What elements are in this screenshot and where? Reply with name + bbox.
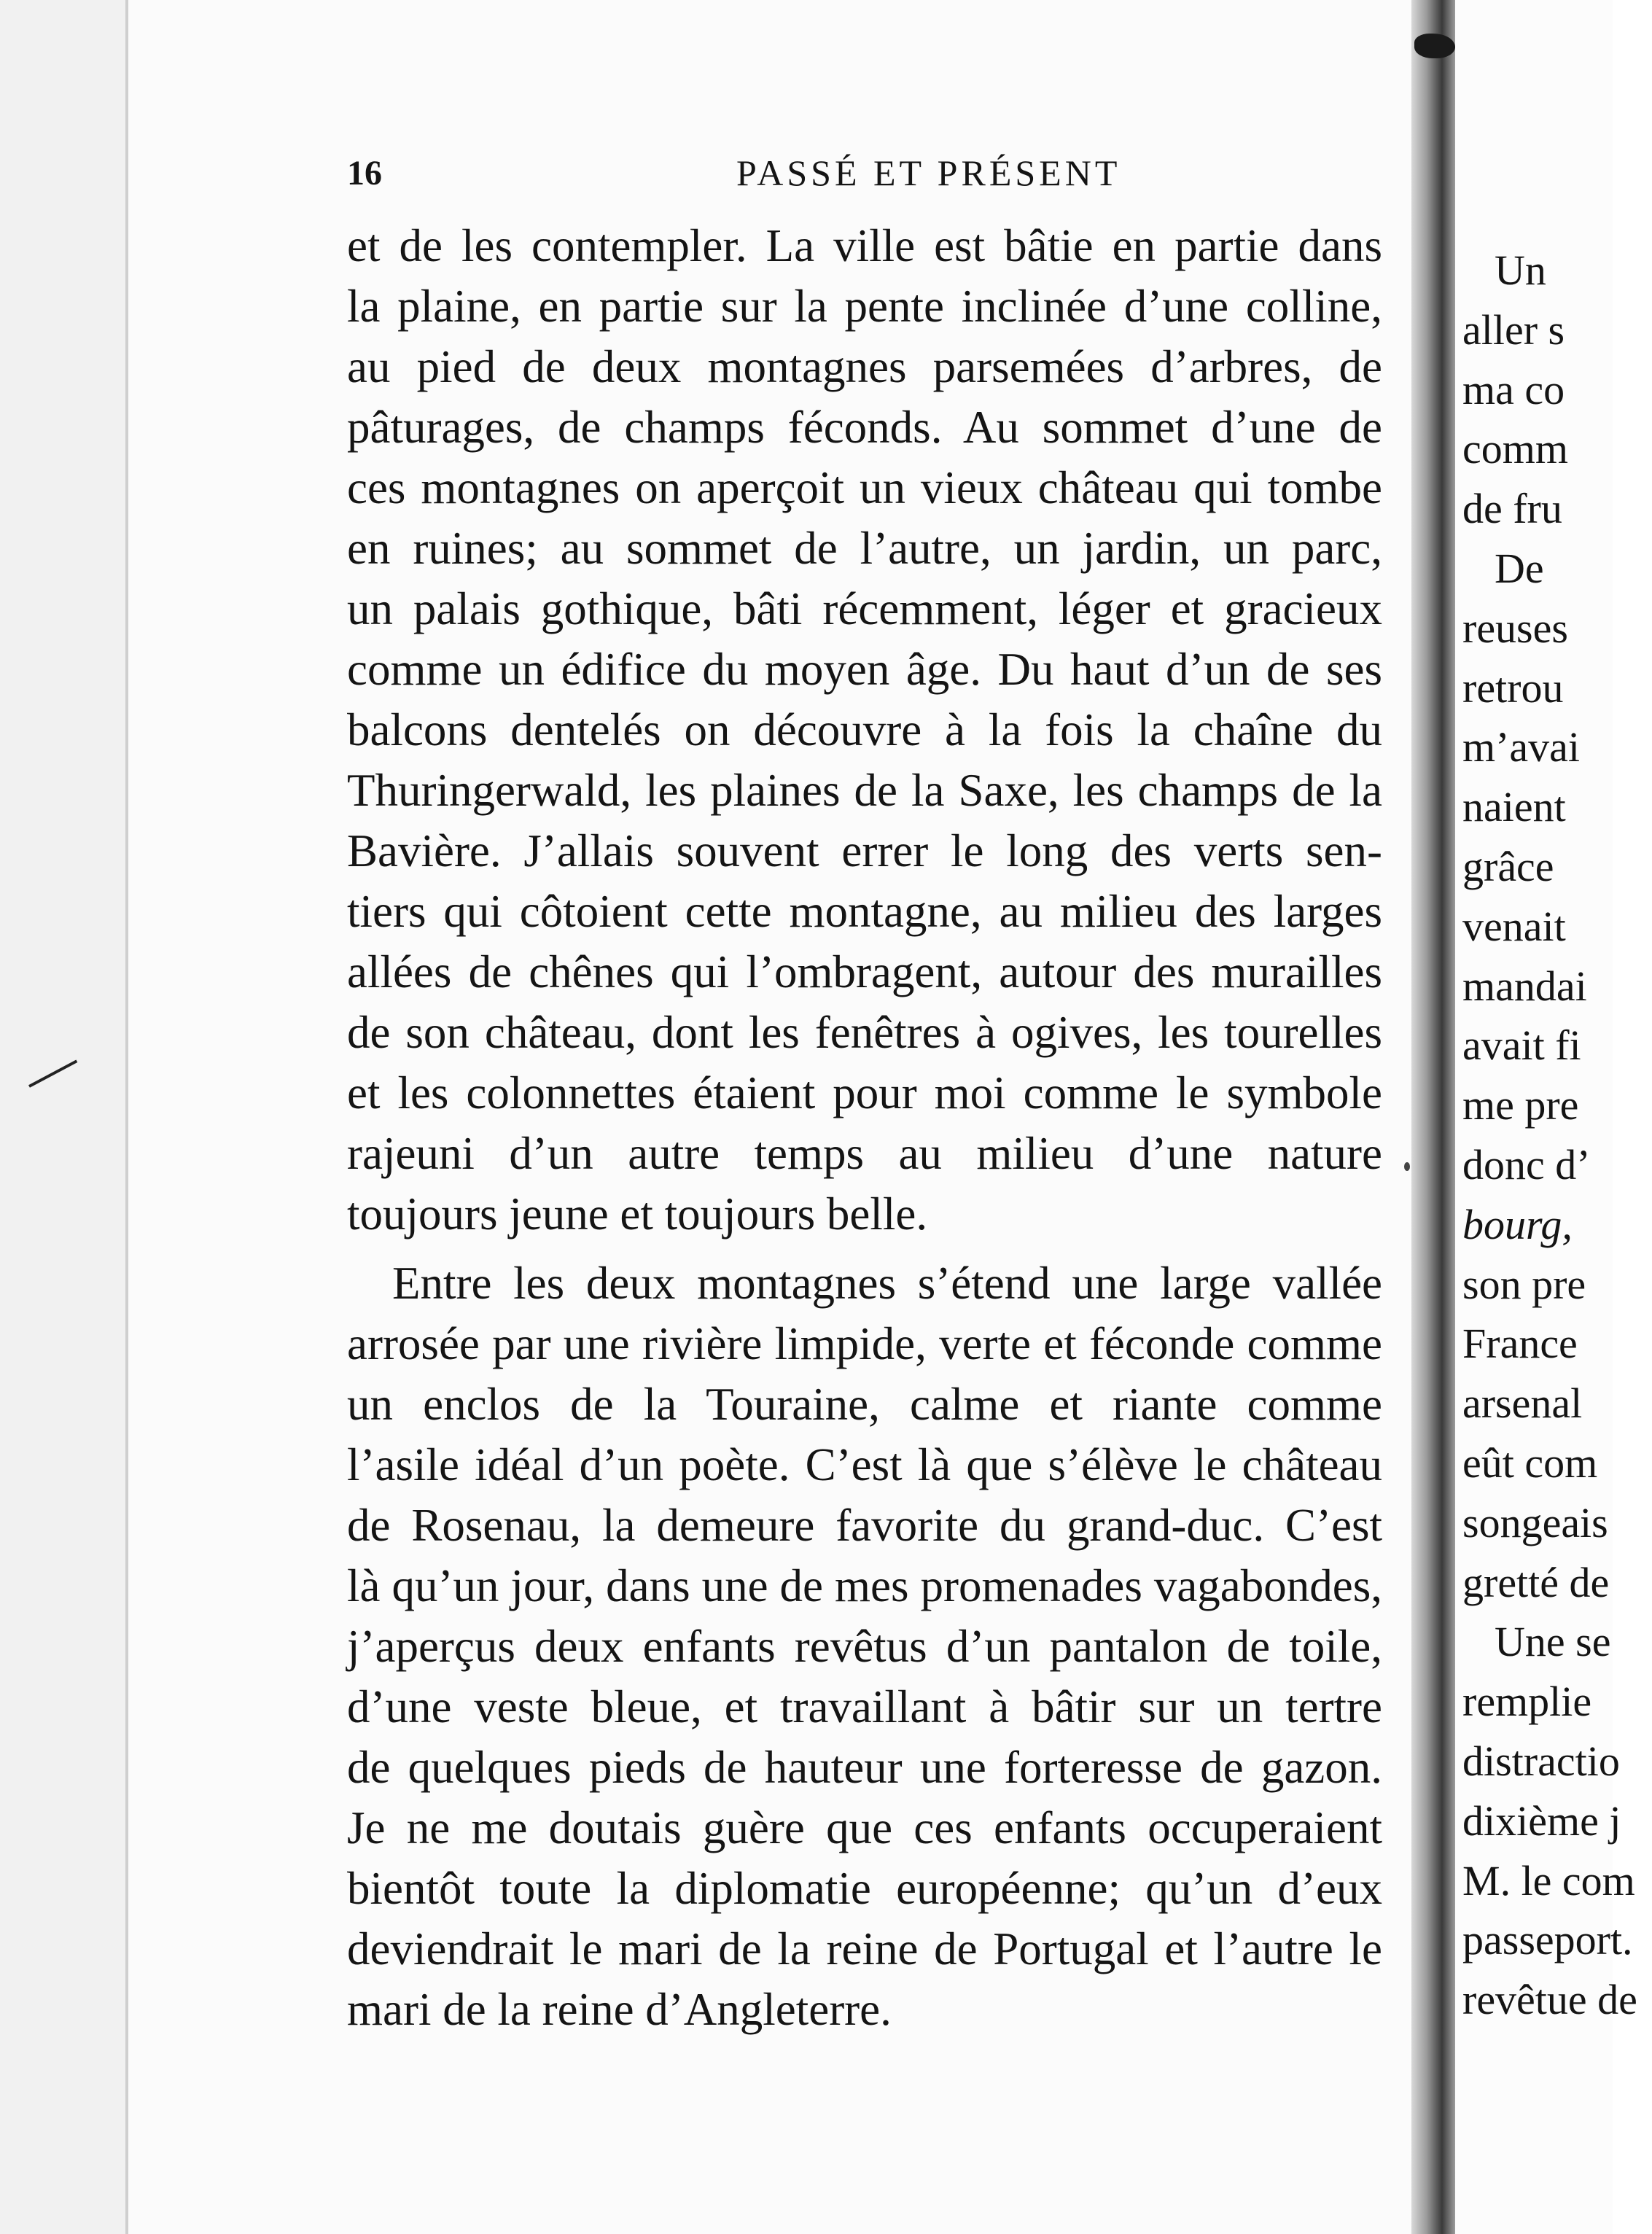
body-text bbox=[347, 216, 1382, 2040]
facing-line: avait fi bbox=[1462, 1021, 1581, 1070]
facing-line: songeais bbox=[1462, 1498, 1608, 1546]
facing-line: grâce bbox=[1462, 842, 1554, 890]
facing-line: m’avai bbox=[1462, 723, 1581, 771]
text-line: l’asile idéal d’un poète. C’est là que s’élève le château bbox=[347, 1439, 1382, 1490]
facing-line: dixième j bbox=[1462, 1797, 1621, 1845]
text-line: et les colonnettes étaient pour moi comme le symbole bbox=[347, 1067, 1382, 1118]
facing-line: arsenal bbox=[1462, 1379, 1583, 1428]
text-line: deviendrait le mari de la reine de Portugal et l’autre le bbox=[347, 1923, 1382, 1974]
text-line: là qu’un jour, dans une de mes promenades vagabondes, bbox=[347, 1560, 1382, 1611]
paragraph-1 bbox=[347, 216, 1382, 1253]
text-line: de Rosenau, la demeure favorite du grand-duc. C’est bbox=[347, 1500, 1382, 1551]
text-line: mari de la reine d’Angleterre. bbox=[347, 1984, 892, 2035]
facing-line: naient bbox=[1462, 783, 1566, 831]
facing-line: remplie bbox=[1462, 1678, 1592, 1726]
text-line: et de les contempler. La ville est bâtie en partie dans bbox=[347, 220, 1382, 271]
facing-line: aller s bbox=[1462, 305, 1565, 354]
text-line: d’une veste bleue, et travaillant à bâtir sur un tertre bbox=[347, 1681, 1382, 1732]
text-line: rajeuni d’un autre temps au milieu d’une nature bbox=[347, 1128, 1382, 1179]
facing-line: passeport. bbox=[1462, 1916, 1633, 1964]
text-line: au pied de deux montagnes parsemées d’arbres, de bbox=[347, 341, 1382, 392]
facing-line: distractio bbox=[1462, 1737, 1620, 1785]
text-line: un palais gothique, bâti récemment, léger et gracieux bbox=[347, 583, 1382, 634]
text-line: en ruines; au sommet de l’autre, un jardin, un parc, bbox=[347, 523, 1382, 574]
text-line: allées de chênes qui l’ombragent, autour des murailles bbox=[347, 946, 1382, 997]
text-line: tiers qui côtoient cette montagne, au milieu des larges bbox=[347, 886, 1382, 937]
facing-line: me pre bbox=[1462, 1081, 1579, 1129]
facing-line: ma co bbox=[1462, 365, 1565, 413]
book-gutter bbox=[1411, 0, 1455, 2234]
gutter-shadow bbox=[1414, 34, 1455, 58]
text-line: Entre les deux montagnes s’étend une large vallée bbox=[392, 1258, 1382, 1309]
paragraph-2 bbox=[347, 1253, 1382, 2040]
text-line: Thuringerwald, les plaines de la Saxe, les champs de la bbox=[347, 765, 1382, 816]
text-line: Bavière. J’allais souvent errer le long des verts sen- bbox=[347, 825, 1382, 876]
page-number: 16 bbox=[347, 154, 382, 192]
facing-line: de fru bbox=[1462, 485, 1562, 533]
facing-line: venait bbox=[1462, 902, 1566, 950]
facing-line: Un bbox=[1495, 246, 1546, 294]
facing-line: donc d’ bbox=[1462, 1140, 1591, 1188]
text-line: balcons dentelés on découvre à la fois la chaîne du bbox=[347, 704, 1382, 755]
facing-line: reuses bbox=[1462, 604, 1568, 652]
facing-line: M. le com bbox=[1462, 1856, 1635, 1904]
text-line: la plaine, en partie sur la pente inclinée d’une colline, bbox=[347, 281, 1382, 332]
text-line: de quelques pieds de hauteur une forteresse de gazon. bbox=[347, 1742, 1382, 1793]
text-line: Je ne me doutais guère que ces enfants occuperaient bbox=[347, 1802, 1382, 1853]
running-head bbox=[347, 143, 1382, 201]
facing-line: revêtue de bbox=[1462, 1976, 1637, 2024]
facing-line: bourg, bbox=[1462, 1200, 1573, 1248]
text-line: un enclos de la Touraine, calme et riante comme bbox=[347, 1379, 1382, 1430]
text-line: ces montagnes on aperçoit un vieux château qui tombe bbox=[347, 462, 1382, 513]
facing-page-text bbox=[1462, 241, 1652, 2030]
facing-line: gretté de bbox=[1462, 1558, 1610, 1606]
text-line: comme un édifice du moyen âge. Du haut d’un de ses bbox=[347, 644, 1382, 695]
facing-page bbox=[1455, 0, 1637, 2234]
text-line: toujours jeune et toujours belle. bbox=[347, 1188, 928, 1239]
facing-line: France bbox=[1462, 1320, 1578, 1368]
facing-line: mandai bbox=[1462, 962, 1587, 1010]
text-line: de son château, dont les fenêtres à ogives, les tourelles bbox=[347, 1007, 1382, 1058]
facing-line: comm bbox=[1462, 425, 1568, 473]
text-line: j’aperçus deux enfants revêtus d’un pantalon de toile, bbox=[347, 1621, 1382, 1672]
facing-line: retrou bbox=[1462, 663, 1564, 712]
text-line: pâturages, de champs féconds. Au sommet d’une de bbox=[347, 402, 1382, 453]
gutter-speck bbox=[1404, 1162, 1410, 1171]
facing-line: De bbox=[1495, 544, 1544, 592]
text-line: arrosée par une rivière limpide, verte et féconde comme bbox=[347, 1318, 1382, 1369]
facing-line: son pre bbox=[1462, 1260, 1586, 1308]
text-line: bientôt toute la diplomatie européenne; qu’un d’eux bbox=[347, 1863, 1382, 1914]
scan-left-margin bbox=[0, 0, 131, 2234]
page-heading: PASSÉ ET PRÉSENT bbox=[736, 152, 1121, 193]
facing-line: eût com bbox=[1462, 1439, 1598, 1487]
facing-line: Une se bbox=[1495, 1618, 1611, 1666]
